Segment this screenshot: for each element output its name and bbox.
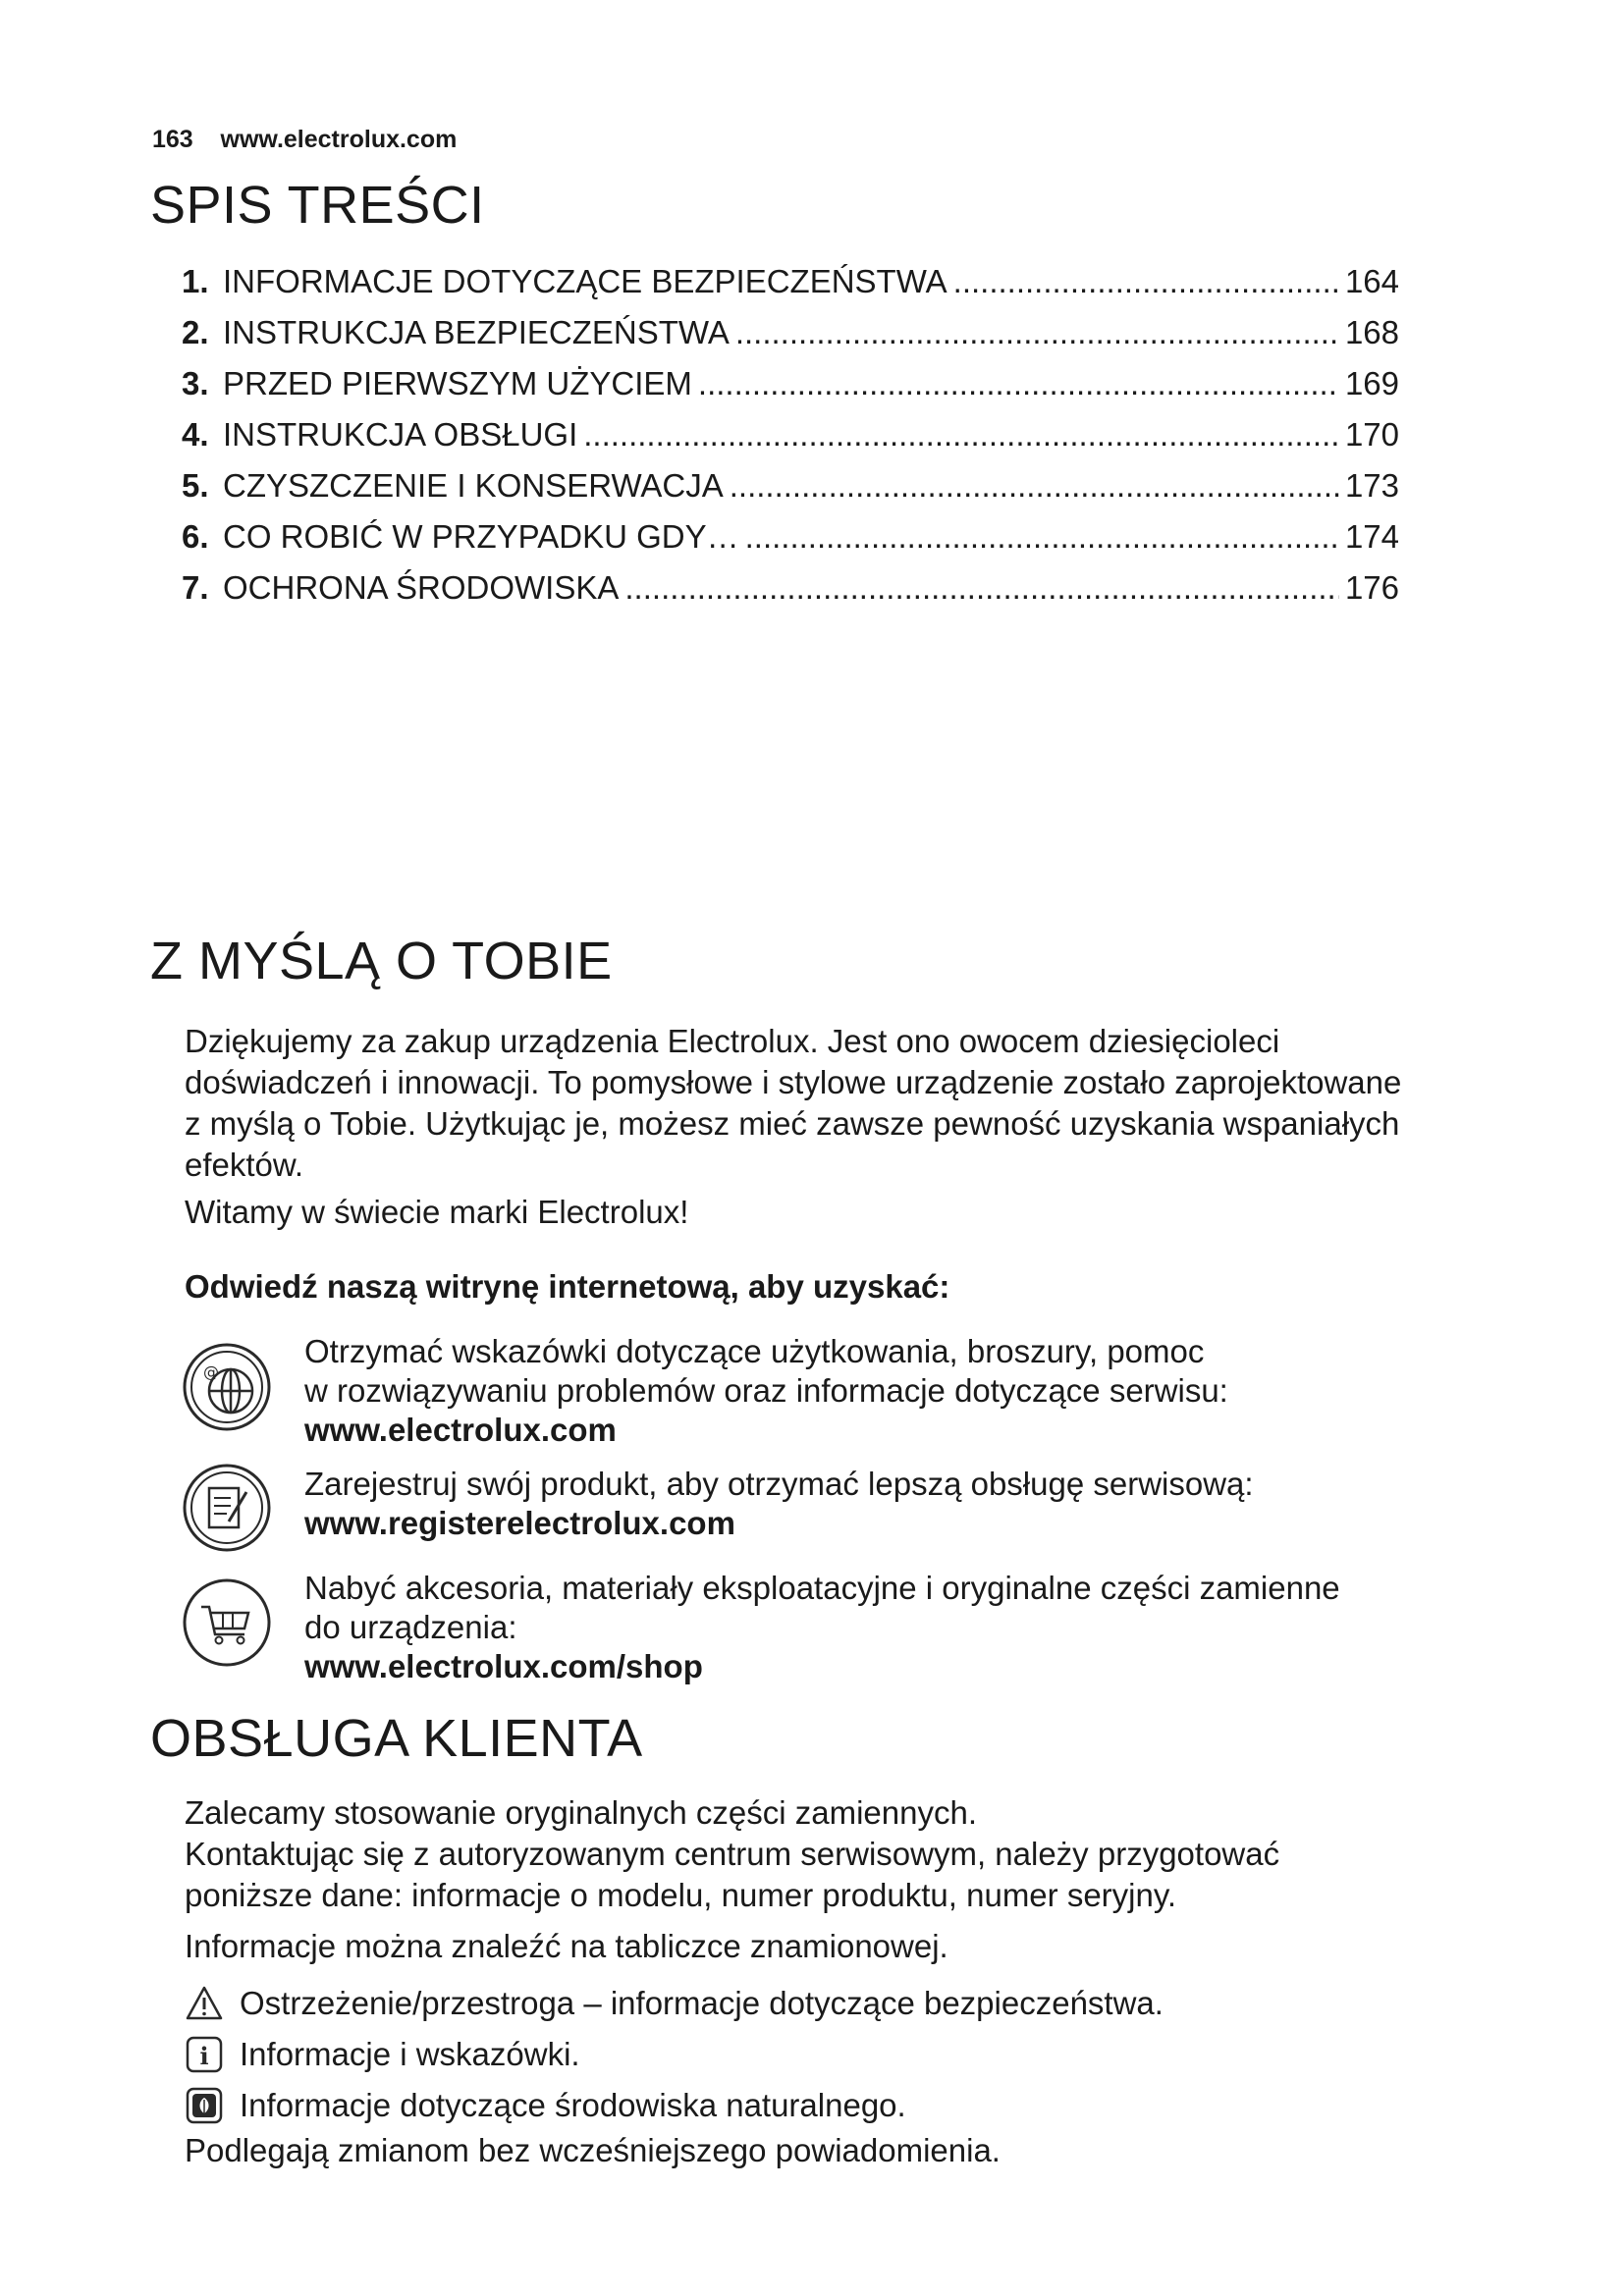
environment-icon <box>185 2086 224 2125</box>
warning-icon <box>185 1984 224 2023</box>
cart-icon <box>182 1577 272 1668</box>
cs-line: Zalecamy stosowanie oryginalnych części zamiennych. <box>185 1794 978 1831</box>
cs-line: poniższe dane: informacje o modelu, numer produktu, numer seryjny. <box>185 1877 1177 1913</box>
toc-item[interactable] <box>182 518 1399 569</box>
visit-heading: Odwiedź naszą witrynę internetową, aby uzyskać: <box>185 1268 950 1305</box>
customer-service-title: OBSŁUGA KLIENTA <box>150 1709 643 1768</box>
toc-leader-dots <box>583 416 1339 454</box>
toc-leader-dots <box>953 263 1339 300</box>
visit-link[interactable]: www.registerelectrolux.com <box>304 1505 735 1541</box>
toc-leader-dots <box>624 569 1339 607</box>
legend-item <box>185 2029 1164 2080</box>
legend-text: Ostrzeżenie/przestroga – informacje dotyczące bezpieczeństwa. <box>240 1985 1164 2021</box>
toc-item[interactable] <box>182 416 1399 467</box>
header-site[interactable]: www.electrolux.com <box>220 126 458 153</box>
toc-item-number: 7. <box>182 569 209 606</box>
visit-line: Zarejestruj swój produkt, aby otrzymać lepszą obsługę serwisową: <box>304 1466 1254 1502</box>
toc-item-label: INFORMACJE DOTYCZĄCE BEZPIECZEŃSTWA <box>223 263 947 299</box>
toc-item-page: 176 <box>1344 569 1399 606</box>
toc-item-page: 168 <box>1344 314 1399 350</box>
svg-text:i: i <box>199 2042 209 2070</box>
visit-link[interactable]: www.electrolux.com/shop <box>304 1648 703 1684</box>
legend-text: Informacje i wskazówki. <box>240 2036 580 2072</box>
page-number: 163 <box>152 126 193 153</box>
visit-line: Nabyć akcesoria, materiały eksploatacyjne i oryginalne części zamienne <box>304 1570 1340 1606</box>
intro-line: efektów. <box>185 1147 304 1183</box>
footer-note: Podlegają zmianom bez wcześniejszego powiadomienia. <box>185 2132 1001 2168</box>
visit-line: Otrzymać wskazówki dotyczące użytkowania, broszury, pomoc <box>304 1333 1205 1369</box>
toc-item-label: OCHRONA ŚRODOWISKA <box>223 569 620 606</box>
toc-item-page: 173 <box>1344 467 1399 504</box>
intro-line: Dziękujemy za zakup urządzenia Electrolux. Jest ono owocem dziesięcioleci <box>185 1023 1280 1059</box>
visit-line: w rozwiązywaniu problemów oraz informacje dotyczące serwisu: <box>304 1372 1228 1409</box>
visit-line: do urządzenia: <box>304 1609 517 1645</box>
cs-line: Informacje można znaleźć na tabliczce znamionowej. <box>185 1928 948 1964</box>
toc-item-number: 5. <box>182 467 209 504</box>
about-title: Z MYŚLĄ O TOBIE <box>150 932 613 990</box>
toc-item-page: 174 <box>1344 518 1399 555</box>
toc-item-number: 2. <box>182 314 209 350</box>
toc-item-page: 164 <box>1344 263 1399 299</box>
table-of-contents <box>182 263 1399 620</box>
toc-item-label: PRZED PIERWSZYM UŻYCIEM <box>223 365 692 401</box>
intro-line: z myślą o Tobie. Użytkując je, możesz mieć zawsze pewność uzyskania wspaniałych <box>185 1105 1400 1142</box>
symbol-legend <box>185 1978 1164 2131</box>
intro-line: doświadczeń i innowacji. To pomysłowe i stylowe urządzenie zostało zaprojektowane <box>185 1064 1402 1100</box>
toc-item-number: 6. <box>182 518 209 555</box>
toc-item[interactable] <box>182 467 1399 518</box>
about-intro <box>185 1021 1461 1233</box>
visit-item <box>304 1465 1254 1543</box>
toc-item[interactable] <box>182 314 1399 365</box>
toc-item-page: 170 <box>1344 416 1399 453</box>
toc-item-number: 1. <box>182 263 209 299</box>
toc-item-label: CZYSZCZENIE I KONSERWACJA <box>223 467 724 504</box>
toc-item-number: 4. <box>182 416 209 453</box>
legend-item <box>185 2080 1164 2131</box>
page-header <box>152 126 457 154</box>
visit-link[interactable]: www.electrolux.com <box>304 1412 617 1448</box>
register-icon <box>182 1463 272 1553</box>
toc-leader-dots <box>735 314 1339 351</box>
toc-item-number: 3. <box>182 365 209 401</box>
globe-icon <box>182 1342 272 1432</box>
toc-item-label: INSTRUKCJA OBSŁUGI <box>223 416 578 453</box>
info-icon <box>185 2035 224 2074</box>
toc-leader-dots <box>698 365 1339 402</box>
cs-line: Kontaktując się z autoryzowanym centrum serwisowym, należy przygotować <box>185 1836 1280 1872</box>
customer-service-text <box>185 1792 1461 1967</box>
legend-item <box>185 1978 1164 2029</box>
toc-item-page: 169 <box>1344 365 1399 401</box>
toc-item-label: CO ROBIĆ W PRZYPADKU GDY… <box>223 518 739 555</box>
toc-item[interactable] <box>182 365 1399 416</box>
toc-title: SPIS TREŚCI <box>150 176 485 235</box>
welcome-text: Witamy w świecie marki Electrolux! <box>185 1194 689 1230</box>
toc-leader-dots <box>745 518 1339 556</box>
visit-item <box>304 1569 1340 1686</box>
visit-item <box>304 1332 1228 1450</box>
svg-text:@: @ <box>203 1362 219 1381</box>
legend-text: Informacje dotyczące środowiska naturalnego. <box>240 2087 906 2123</box>
toc-leader-dots <box>730 467 1339 505</box>
toc-item[interactable] <box>182 569 1399 620</box>
toc-item[interactable] <box>182 263 1399 314</box>
toc-item-label: INSTRUKCJA BEZPIECZEŃSTWA <box>223 314 730 350</box>
